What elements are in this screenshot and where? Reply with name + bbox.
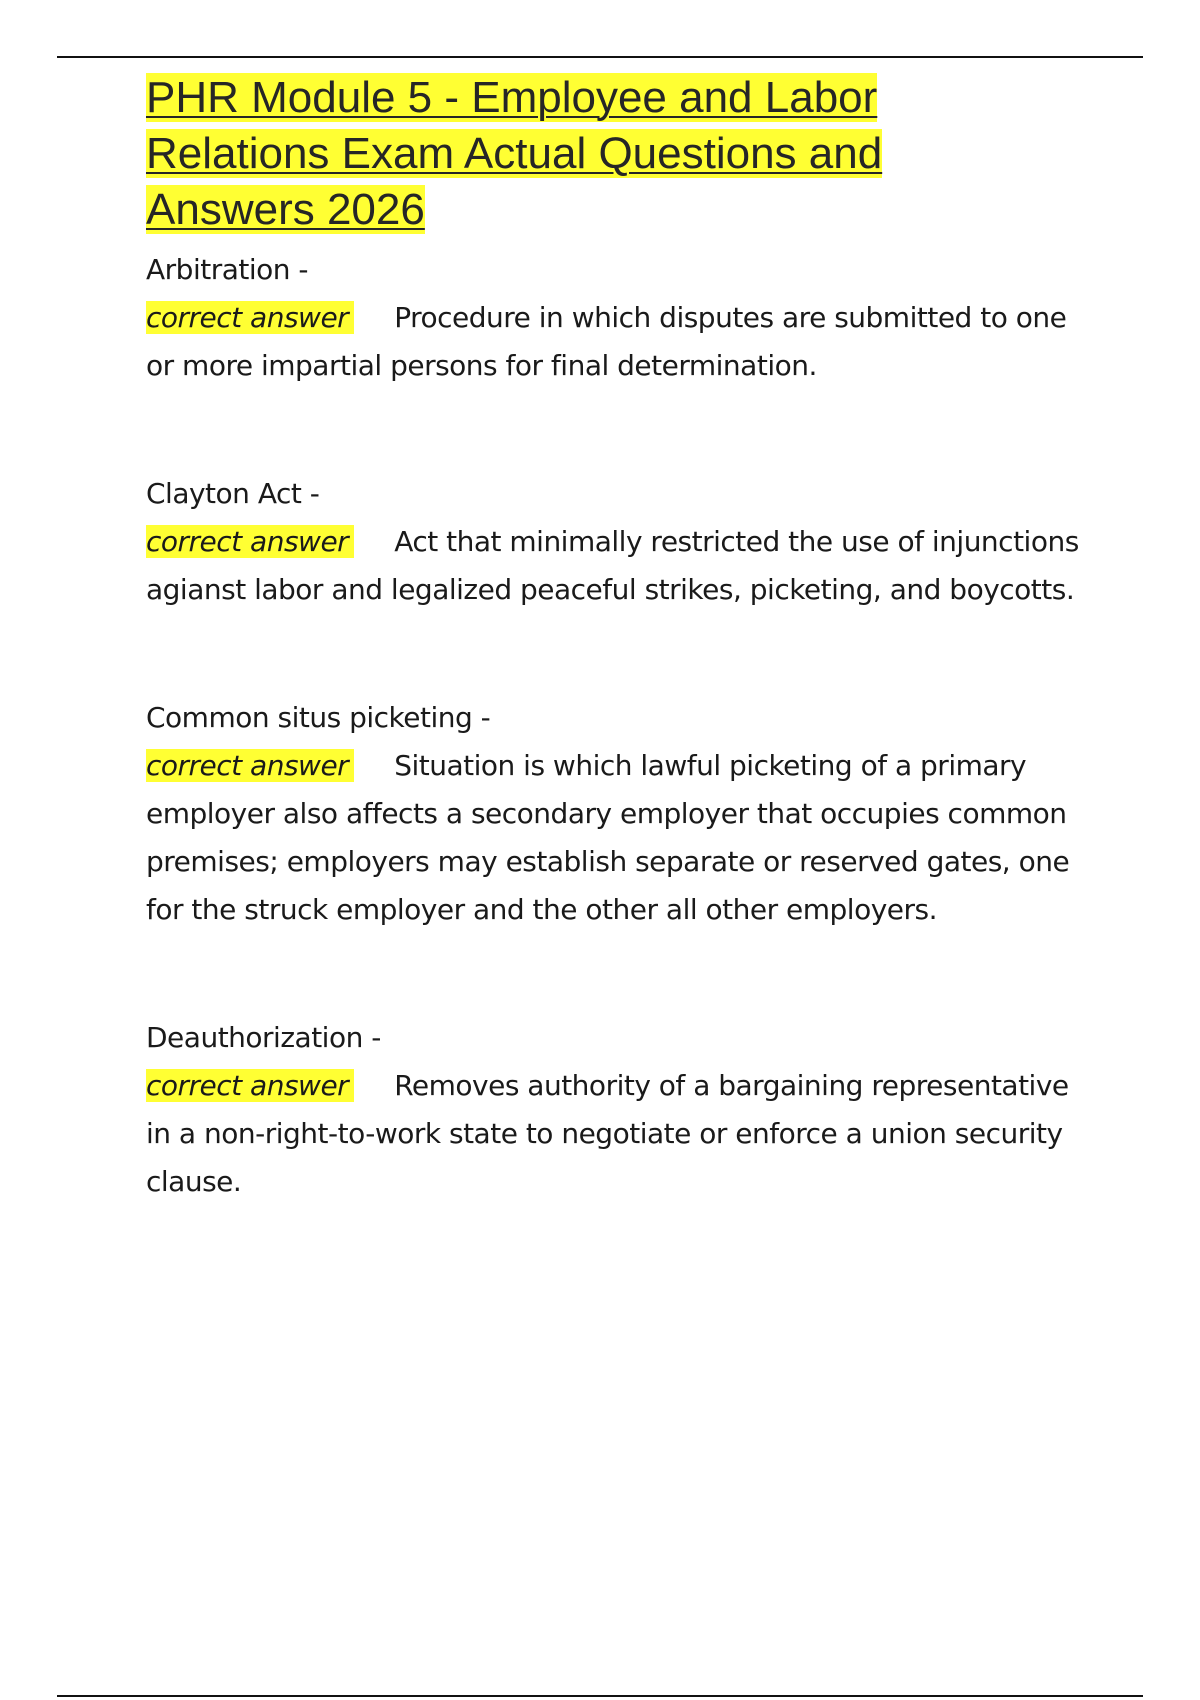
entry-definition: Removes authority of a bargaining representative in a non-right-to-work state to negotiate or enforce a union security clause. [146, 1069, 1069, 1198]
entry-term: Clayton Act - [146, 477, 320, 510]
entry-answer [146, 742, 1096, 934]
footer-rule [57, 1695, 1143, 1697]
entry-answer [146, 1062, 1096, 1206]
correct-answer-tag: correct answer [146, 525, 354, 558]
qa-entry-clayton-act [146, 470, 1096, 614]
entry-answer [146, 294, 1096, 390]
entry-definition: Procedure in which disputes are submitted to one or more impartial persons for final determination. [146, 301, 1067, 382]
document-title-text: PHR Module 5 - Employee and Labor Relations Exam Actual Questions and Answers 2026 [146, 73, 883, 234]
document-body [146, 70, 1096, 1206]
entry-definition: Act that minimally restricted the use of injunctions agianst labor and legalized peaceful strikes, picketing, and boycotts. [146, 525, 1079, 606]
qa-entry-deauthorization [146, 1014, 1096, 1206]
document-title [146, 70, 966, 238]
entry-definition: Situation is which lawful picketing of a primary employer also affects a secondary employer that occupies common premises; employers may establish separate or reserved gates, one for the struck employer and the other all other employers. [146, 749, 1070, 926]
entry-answer [146, 518, 1096, 614]
correct-answer-tag: correct answer [146, 749, 354, 782]
qa-entry-common-situs-picketing [146, 694, 1096, 934]
header-rule [57, 56, 1143, 58]
entry-term: Common situs picketing - [146, 701, 491, 734]
entry-term: Deauthorization - [146, 1021, 381, 1054]
correct-answer-tag: correct answer [146, 301, 354, 334]
entry-term: Arbitration - [146, 253, 309, 286]
qa-entry-arbitration [146, 246, 1096, 390]
correct-answer-tag: correct answer [146, 1069, 354, 1102]
